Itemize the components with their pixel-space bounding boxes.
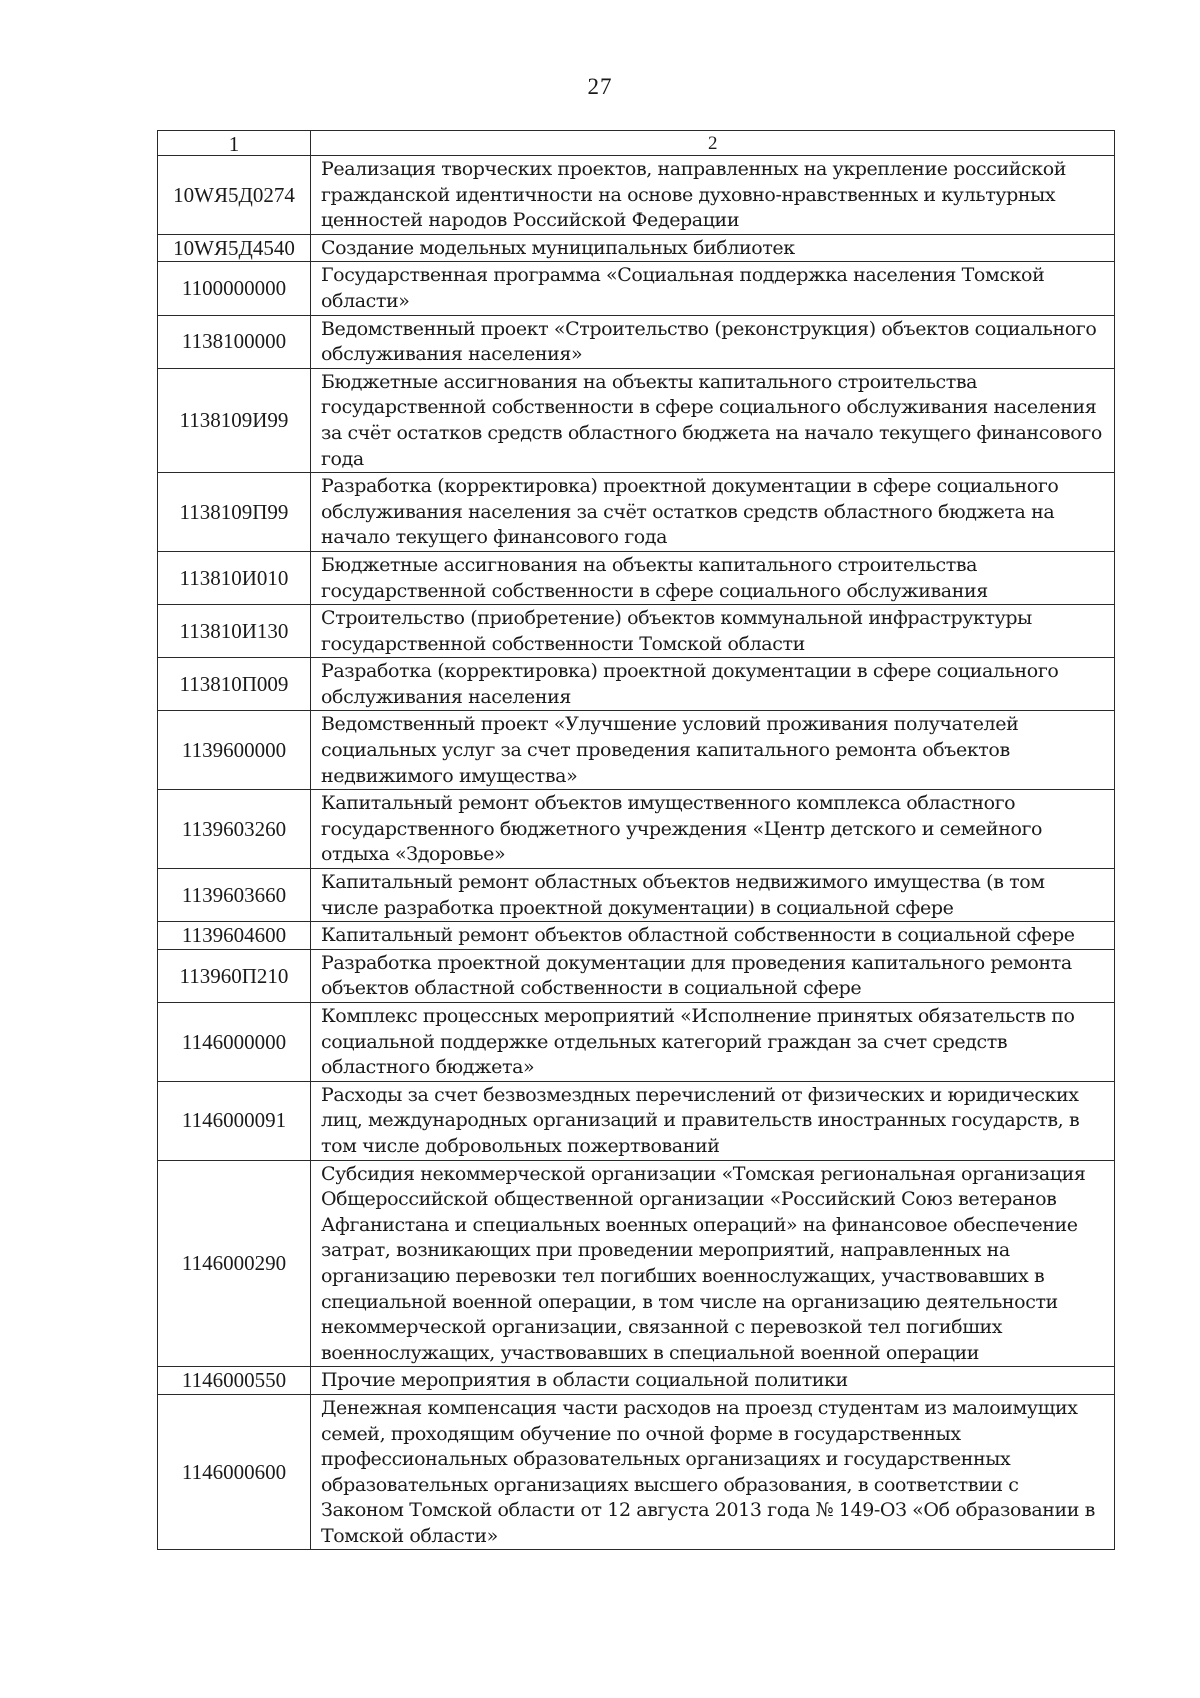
page-number: 27 <box>587 74 613 99</box>
row-code: 10WЯ5Д4540 <box>158 234 311 262</box>
table-row <box>158 262 1115 315</box>
table-row <box>158 368 1115 472</box>
row-code: 113960П210 <box>158 949 311 1002</box>
table-row <box>158 1367 1115 1395</box>
table-header-row <box>158 131 1115 156</box>
row-description: Разработка (корректировка) проектной документации в сфере социального обслуживания населения <box>311 658 1115 711</box>
row-code: 1100000000 <box>158 262 311 315</box>
row-description: Капитальный ремонт объектов имущественного комплекса областного государственного бюджетного учреждения «Центр детского и семейного отдыха «Здоровье» <box>311 790 1115 869</box>
row-description: Капитальный ремонт областных объектов недвижимого имущества (в том числе разработка проектной документации) в социальной сфере <box>311 869 1115 922</box>
table-row <box>158 790 1115 869</box>
row-description: Государственная программа «Социальная поддержка населения Томской области» <box>311 262 1115 315</box>
table-row <box>158 1394 1115 1550</box>
row-description: Создание модельных муниципальных библиотек <box>311 234 1115 262</box>
table-row <box>158 1081 1115 1160</box>
row-code: 1146000290 <box>158 1160 311 1367</box>
row-code: 1139603260 <box>158 790 311 869</box>
row-code: 1146000000 <box>158 1003 311 1082</box>
row-code: 1139600000 <box>158 711 311 790</box>
column-header-code: 1 <box>158 131 311 156</box>
row-code: 1146000600 <box>158 1394 311 1550</box>
row-description: Разработка (корректировка) проектной документации в сфере социального обслуживания населения за счёт остатков средств областного бюджета на начало текущего финансового года <box>311 473 1115 552</box>
table-row <box>158 234 1115 262</box>
row-description: Ведомственный проект «Улучшение условий проживания получателей социальных услуг за счет проведения капитального ремонта объектов недвижимого имущества» <box>311 711 1115 790</box>
table-row <box>158 658 1115 711</box>
row-description: Прочие мероприятия в области социальной политики <box>311 1367 1115 1395</box>
row-code: 113810И130 <box>158 605 311 658</box>
row-description: Капитальный ремонт объектов областной собственности в социальной сфере <box>311 922 1115 950</box>
table-row <box>158 156 1115 235</box>
row-code: 1146000091 <box>158 1081 311 1160</box>
table-row <box>158 922 1115 950</box>
table-row <box>158 551 1115 604</box>
table-row <box>158 869 1115 922</box>
row-code: 1139604600 <box>158 922 311 950</box>
row-code: 1146000550 <box>158 1367 311 1395</box>
table-row <box>158 711 1115 790</box>
table-row <box>158 315 1115 368</box>
table-row <box>158 473 1115 552</box>
table-row <box>158 1160 1115 1367</box>
column-header-description: 2 <box>311 131 1115 156</box>
row-description: Субсидия некоммерческой организации «Томская региональная организация Общероссийской общественной организации «Российский Союз ветеранов Афганистана и специальных военных операций» на финансовое обеспечение затрат, возникающих при проведении мероприятий, направленных на организацию перевозки тел погибших военнослужащих, участвовавших в специальной военной операции, в том числе на организацию деятельности некоммерческой организации, связанной с перевозкой тел погибших военнослужащих, участвовавших в специальной военной операции <box>311 1160 1115 1367</box>
row-code: 1138100000 <box>158 315 311 368</box>
row-code: 113810И010 <box>158 551 311 604</box>
row-code: 1138109И99 <box>158 368 311 472</box>
row-description: Комплекс процессных мероприятий «Исполнение принятых обязательств по социальной поддержке отдельных категорий граждан за счет средств областного бюджета» <box>311 1003 1115 1082</box>
row-code: 113810П009 <box>158 658 311 711</box>
table-row <box>158 605 1115 658</box>
row-code: 1139603660 <box>158 869 311 922</box>
table-row <box>158 1003 1115 1082</box>
row-description: Разработка проектной документации для проведения капитального ремонта объектов областной собственности в социальной сфере <box>311 949 1115 1002</box>
row-description: Реализация творческих проектов, направленных на укрепление российской гражданской идентичности на основе духовно-нравственных и культурных ценностей народов Российской Федерации <box>311 156 1115 235</box>
row-description: Бюджетные ассигнования на объекты капитального строительства государственной собственности в сфере социального обслуживания населения за счёт остатков средств областного бюджета на начало текущего финансового года <box>311 368 1115 472</box>
row-code: 10WЯ5Д0274 <box>158 156 311 235</box>
budget-classification-table <box>157 130 1115 1550</box>
row-description: Строительство (приобретение) объектов коммунальной инфраструктуры государственной собственности Томской области <box>311 605 1115 658</box>
row-description: Ведомственный проект «Строительство (реконструкция) объектов социального обслуживания населения» <box>311 315 1115 368</box>
row-description: Бюджетные ассигнования на объекты капитального строительства государственной собственности в сфере социального обслуживания <box>311 551 1115 604</box>
table-row <box>158 949 1115 1002</box>
row-code: 1138109П99 <box>158 473 311 552</box>
row-description: Расходы за счет безвозмездных перечислений от физических и юридических лиц, международных организаций и правительств иностранных государств, в том числе добровольных пожертвований <box>311 1081 1115 1160</box>
row-description: Денежная компенсация части расходов на проезд студентам из малоимущих семей, проходящим обучение по очной форме в государственных профессиональных образовательных организациях и государственных образовательных организациях высшего образования, в соответствии с Законом Томской области от 12 августа 2013 года № 149-ОЗ «Об образовании в Томской области» <box>311 1394 1115 1550</box>
